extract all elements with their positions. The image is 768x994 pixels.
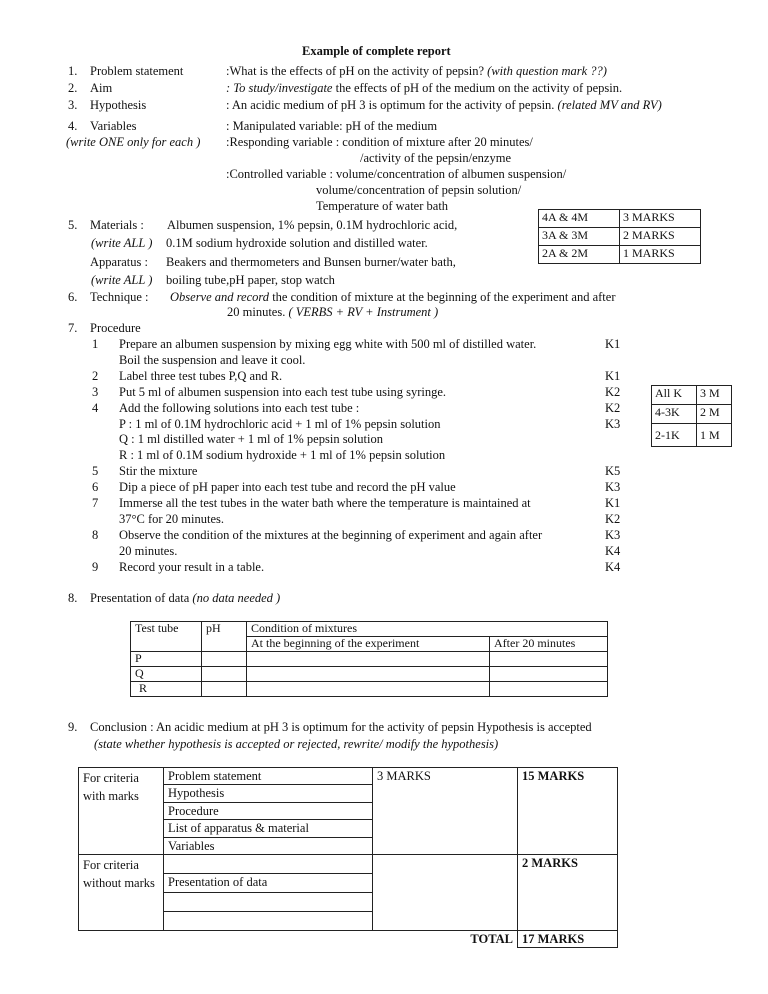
- marks-cell: 2A & 2M: [539, 246, 620, 264]
- procedure-step-k: K1: [605, 337, 621, 351]
- empty-cell: [202, 652, 247, 667]
- empty-cell: [247, 682, 490, 697]
- s9-text: : An acidic medium at pH 3 is optimum for the activity of pepsin Hypothesis is accepted: [146, 720, 592, 734]
- s8-note: (no data needed ): [192, 591, 281, 605]
- header-condition: Condition of mixtures: [247, 622, 608, 637]
- empty-cell: [490, 652, 608, 667]
- empty-cell: [490, 682, 608, 697]
- marks-cell: 3A & 3M: [539, 228, 620, 246]
- procedure-step-k: K3: [605, 480, 621, 495]
- row-label: Q: [131, 667, 202, 682]
- marks-cell: 2 MARKS: [620, 228, 701, 246]
- table-row: [131, 682, 608, 697]
- s5-apparatus2: boiling tube,pH paper, stop watch: [166, 273, 335, 287]
- s8-label: Presentation of data: [90, 591, 190, 605]
- s3-label: Hypothesis: [90, 98, 147, 112]
- s4-label: Variables: [90, 119, 137, 133]
- criteria-item: [164, 892, 373, 911]
- procedure-step-number: 3: [92, 384, 99, 399]
- procedure-step-text: R : 1 ml of 0.1M sodium hydroxide + 1 ml of 1% pepsin solution: [119, 448, 446, 463]
- procedure-step-text: Stir the mixture: [119, 464, 198, 479]
- s2-text: the effects of pH of the medium on the activity of pepsin.: [332, 81, 623, 95]
- criteria-item: Problem statement: [164, 768, 373, 785]
- table-row: [79, 768, 618, 785]
- table-row: [131, 622, 608, 637]
- s5-note2: (write ALL ): [91, 273, 153, 287]
- page-title: Example of complete report: [302, 44, 451, 58]
- s4-controlled3: Temperature of water bath: [316, 199, 449, 213]
- procedure-step-number: 5: [92, 464, 99, 479]
- s9-label: Conclusion: [90, 720, 147, 734]
- s1-label: Problem statement: [90, 64, 184, 78]
- procedure-step-k: K5: [605, 464, 621, 479]
- procedure-step-text: Immerse all the test tubes in the water bath where the temperature is maintained at: [119, 496, 531, 510]
- k-row: [652, 386, 732, 405]
- s3-text: : An acidic medium of pH 3 is optimum for the activity of pepsin.: [226, 98, 555, 112]
- procedure-step-number: 2: [92, 368, 99, 383]
- procedure-step-text: Q : 1 ml distilled water + 1 ml of 1% pepsin solution: [119, 432, 383, 447]
- s3-note: (related MV and RV): [557, 98, 662, 112]
- procedure-step-text: Observe the condition of the mixtures at the beginning of experiment and again after: [119, 527, 543, 542]
- s9-line: [90, 720, 592, 734]
- empty-cell: [247, 652, 490, 667]
- procedure-step-number: 9: [92, 559, 99, 574]
- procedure-step-k: K4: [605, 559, 621, 574]
- table-row: [131, 652, 608, 667]
- s5-materials: Albumen suspension, 1% pepsin, 0.1M hydrochloric acid,: [167, 218, 458, 232]
- s4-responding: :Responding variable : condition of mixture after 20 minutes/: [226, 135, 533, 149]
- procedure-step-k: K2: [605, 511, 621, 526]
- s4-responding2: /activity of the pepsin/enzyme: [360, 151, 511, 165]
- procedure-step-k: K3: [605, 416, 621, 431]
- criteria-item: [164, 911, 373, 930]
- empty-cell: [373, 854, 518, 930]
- s5-apparatus-label: Apparatus :: [90, 255, 148, 269]
- s2-label: Aim: [90, 81, 113, 95]
- s6-label: Technique :: [90, 290, 149, 304]
- procedure-step-number: 7: [92, 496, 99, 510]
- s6-note: ( VERBS + RV + Instrument ): [288, 305, 439, 319]
- s4-manipulated: : Manipulated variable: pH of the medium: [226, 119, 438, 133]
- k-cell: 1 M: [697, 424, 732, 447]
- marks-row: [539, 210, 701, 228]
- s6-italic: Observe and record: [170, 290, 270, 304]
- s6-line: [170, 290, 615, 304]
- s7-num: 7.: [68, 321, 78, 335]
- procedure-step-text: 37°C for 20 minutes.: [119, 511, 224, 526]
- k-row: [652, 405, 732, 424]
- procedure-step-number: 1: [92, 337, 99, 351]
- procedure-step-k: K2: [605, 400, 621, 415]
- with-marks-label: For criteria with marks: [79, 768, 164, 855]
- s3-line: [226, 98, 662, 112]
- s2-line: [226, 81, 622, 95]
- s5-note1: (write ALL ): [91, 236, 153, 250]
- procedure-step-text: Prepare an albumen suspension by mixing egg white with 500 ml of distilled water.: [119, 337, 537, 351]
- s8-line: [90, 591, 280, 605]
- with-marks-total: 15 MARKS: [518, 768, 618, 855]
- total-value: 17 MARKS: [518, 930, 618, 947]
- k-cell: 3 M: [697, 386, 732, 405]
- empty-cell: [490, 667, 608, 682]
- procedure-step-number: 4: [92, 400, 99, 415]
- with-marks-points: 3 MARKS: [373, 768, 518, 855]
- criteria-table: [78, 767, 618, 948]
- criteria-item: Hypothesis: [164, 785, 373, 802]
- table-row: [79, 930, 618, 947]
- criteria-item: Presentation of data: [164, 873, 373, 892]
- k-cell: 2 M: [697, 405, 732, 424]
- marks-cell: 4A & 4M: [539, 210, 620, 228]
- procedure-step-k: K4: [605, 543, 621, 558]
- s6-text2: 20 minutes.: [227, 305, 289, 319]
- procedure-step-text: Boil the suspension and leave it cool.: [119, 352, 306, 367]
- s5-apparatus: Beakers and thermometers and Bunsen burner/water bath,: [166, 255, 456, 269]
- s6-line2: [227, 305, 438, 319]
- data-table: [130, 621, 608, 697]
- s1-num: 1.: [68, 64, 78, 78]
- k-cell: 2-1K: [652, 424, 697, 447]
- s2-italic: : To study/investigate: [226, 81, 333, 95]
- criteria-item: List of apparatus & material: [164, 820, 373, 837]
- procedure-step-text: 20 minutes.: [119, 543, 178, 558]
- criteria-item: [164, 854, 373, 873]
- s7-label: Procedure: [90, 321, 141, 335]
- procedure-step-text: Record your result in a table.: [119, 559, 265, 574]
- s5-label: Materials :: [90, 218, 144, 232]
- table-row: [131, 667, 608, 682]
- marks-table: [538, 209, 701, 264]
- marks-row: [539, 246, 701, 264]
- procedure-step-number: 6: [92, 480, 99, 495]
- s4-num: 4.: [68, 119, 78, 133]
- header-after: After 20 minutes: [490, 637, 608, 652]
- empty-cell: [202, 682, 247, 697]
- s4-controlled: :Controlled variable : volume/concentration of albumen suspension/: [226, 167, 567, 181]
- s4-controlled2: volume/concentration of pepsin solution/: [316, 183, 522, 197]
- row-label: P: [131, 652, 202, 667]
- criteria-item: Variables: [164, 837, 373, 854]
- s5-num: 5.: [68, 218, 78, 232]
- empty-cell: [202, 667, 247, 682]
- empty-cell: [247, 667, 490, 682]
- s3-num: 3.: [68, 98, 78, 112]
- procedure-step-k: K1: [605, 496, 621, 510]
- procedure-step-text: Add the following solutions into each test tube :: [119, 400, 360, 415]
- s5-materials2: 0.1M sodium hydroxide solution and distilled water.: [166, 236, 428, 250]
- total-label: TOTAL: [79, 930, 518, 947]
- header-test-tube: Test tube: [131, 622, 202, 652]
- row-label: R: [131, 682, 202, 697]
- procedure-step-k: K2: [605, 384, 621, 399]
- procedure-step-text: Dip a piece of pH paper into each test tube and record the pH value: [119, 480, 456, 495]
- s1-note: (with question mark ??): [487, 64, 607, 78]
- without-marks-label: For criteria without marks: [79, 854, 164, 930]
- without-marks-total: 2 MARKS: [518, 854, 618, 930]
- marks-cell: 3 MARKS: [620, 210, 701, 228]
- marks-row: [539, 228, 701, 246]
- k-row: [652, 424, 732, 447]
- procedure-step-k: K1: [605, 368, 621, 383]
- k-cell: 4-3K: [652, 405, 697, 424]
- s2-num: 2.: [68, 81, 78, 95]
- s4-note: (write ONE only for each ): [66, 135, 201, 149]
- s9-num: 9.: [68, 720, 78, 734]
- s8-num: 8.: [68, 591, 78, 605]
- s1-line: [226, 64, 607, 78]
- criteria-item: Procedure: [164, 802, 373, 819]
- procedure-step-k: K3: [605, 527, 621, 542]
- s6-text: the condition of mixture at the beginning of the experiment and after: [269, 290, 616, 304]
- marks-cell: 1 MARKS: [620, 246, 701, 264]
- header-beginning: At the beginning of the experiment: [247, 637, 490, 652]
- s9-note: (state whether hypothesis is accepted or rejected, rewrite/ modify the hypothesis): [94, 737, 499, 751]
- procedure-step-text: P : 1 ml of 0.1M hydrochloric acid + 1 ml of 1% pepsin solution: [119, 416, 441, 431]
- procedure-step-number: 8: [92, 527, 99, 542]
- procedure-step-text: Label three test tubes P,Q and R.: [119, 368, 283, 383]
- header-ph: pH: [202, 622, 247, 652]
- table-row: [79, 854, 618, 873]
- s1-text: :What is the effects of pH on the activity of pepsin?: [226, 64, 485, 78]
- procedure-step-text: Put 5 ml of albumen suspension into each test tube using syringe.: [119, 384, 447, 399]
- s6-num: 6.: [68, 290, 78, 304]
- k-table: [651, 385, 732, 447]
- k-cell: All K: [652, 386, 697, 405]
